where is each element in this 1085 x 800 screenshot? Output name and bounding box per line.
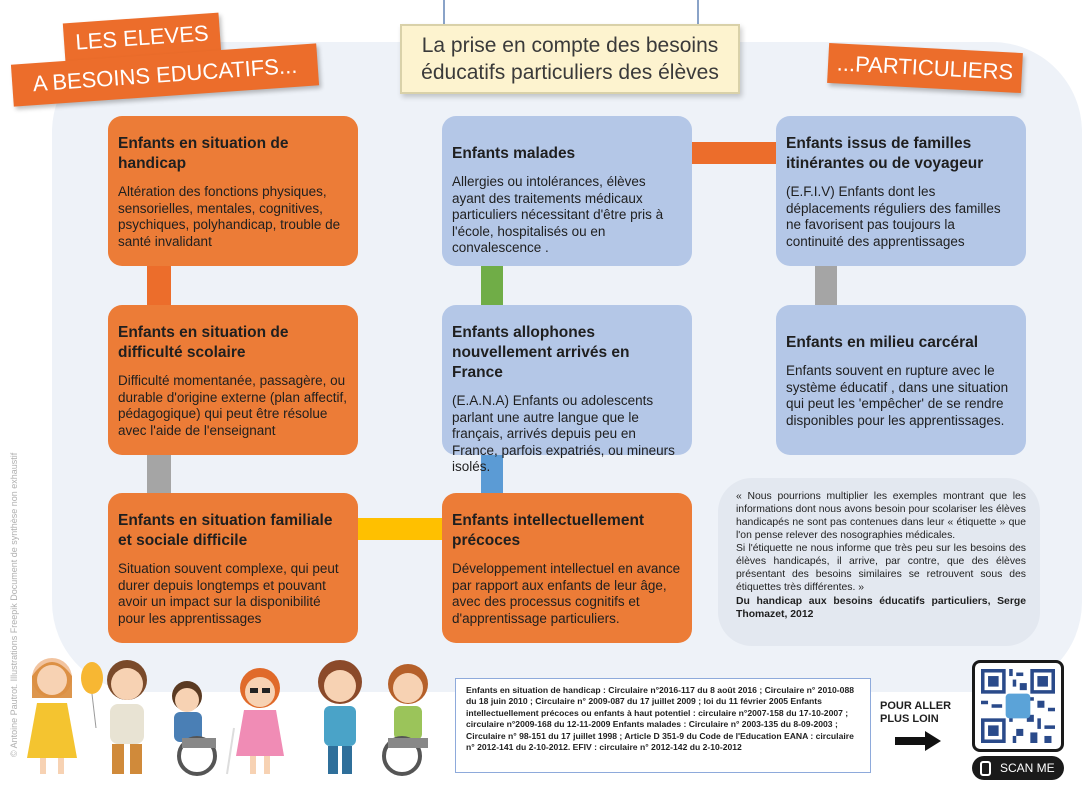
page-title [400, 24, 740, 94]
card-efiv [776, 116, 1026, 266]
child-figure-wheelchair [384, 664, 428, 774]
card-text: Développement intellectuel en avance par rapport aux enfants de leur âge, avec des processus cognitifs et d'apprentissage particuliers. [452, 561, 681, 626]
further-line-2: PLUS LOIN [880, 713, 939, 725]
title-line-1: La prise en compte des besoins [421, 34, 719, 57]
child-figure [107, 660, 147, 774]
ribbon-particuliers: ...PARTICULIERS [827, 43, 1023, 93]
card-precoces [442, 493, 692, 643]
quote-author: Du handicap aux besoins éducatifs particuliers, Serge Thomazet, 2012 [736, 596, 1026, 620]
ribbon-les-eleves: LES ELEVES [63, 13, 221, 64]
quote-paragraph-1: « Nous pourrions multiplier les exemples montrant que les informations dont nous avons besoin pour scolariser les élèves handicapés ne sont pas contenues dans leur « étiquette » que l'on pense relever des nosographies médicales. [736, 491, 1026, 541]
card-allophones [442, 305, 692, 474]
scan-me-label: SCAN ME [1000, 761, 1055, 775]
card-title: Enfants malades [452, 145, 576, 162]
card-title: Enfants en situation de handicap [118, 135, 289, 172]
card-title: Enfants allophones nouvellement arrivés en France [452, 324, 630, 381]
card-text: Enfants souvent en rupture avec le système éducatif , dans une situation qui peut les 'empêcher' de se rendre disponibles pour les apprentissages. [786, 363, 1009, 428]
hanging-string-left [443, 0, 445, 26]
card-handicap [108, 116, 358, 266]
card-text: Altération des fonctions physiques, sensorielles, mentales, cognitives, psychiques, polyhandicap, trouble de santé invalidant [118, 184, 341, 249]
card-title: Enfants issus de familles itinérantes ou de voyageur [786, 135, 984, 172]
phone-icon [980, 761, 991, 776]
further-label [880, 700, 960, 726]
quote-paragraph-2: Si l'étiquette ne nous informe que très peu sur les besoins des élèves handicapés, il arrive, par contre, que des élèves présentant des besoins similaires se retrouvent sous des étiquettes très différentes. » [736, 543, 1026, 593]
balloon-icon [81, 662, 103, 694]
connector-yellow-horizontal [345, 518, 455, 540]
hanging-string-right [697, 0, 699, 26]
scan-me-button[interactable] [972, 756, 1064, 780]
quote-box [718, 478, 1040, 646]
card-title: Enfants en milieu carcéral [786, 334, 979, 351]
child-figure [27, 658, 77, 774]
qr-code-icon [981, 669, 1055, 743]
card-title: Enfants en situation familiale et sociale difficile [118, 512, 333, 549]
ribbon-besoins-educatifs: A BESOINS EDUCATIFS... [11, 43, 319, 106]
card-difficulte-scolaire [108, 305, 358, 455]
credit-text: © Antoine Pautrot. Illustrations Freepik Document de synthèse non exhaustif [9, 452, 19, 757]
card-situation-familiale [108, 493, 358, 643]
qr-code[interactable] [972, 660, 1064, 752]
legal-references: Enfants en situation de handicap : Circulaire n°2016-117 du 8 août 2016 ; Circulaire n° 2010-088 du 18 juin 2010 ; Circulaire n° 2009-087 du 17 juillet 2009 ; loi du 11 février 2005 Enfants intellectuellement précoces ou enfants à haut potentiel : circulaire n°2007-158 du 17-10-2007 ; circulaire n°2009-168 du 12-11-2009 Enfants malades : Circulaire n° 2003-135 du 8-09-2003 ; Circulaire n° 98-151 du 17 juillet 1998 ; Article D 351-9 du Code de l'Education EANA : circulaire n° 2012-141 du 2-10-2012. EFIV : circulaire n° 2012-142 du 2-10-2012 [455, 678, 871, 773]
child-figure [227, 668, 284, 774]
child-figure [318, 660, 362, 774]
title-line-2: éducatifs particuliers des élèves [421, 61, 719, 84]
connector-orange-horizontal [680, 142, 790, 164]
card-text: (E.A.N.A) Enfants ou adolescents parlant une autre langue que le français, arrivés depuis peu en France, parfois expatriés, ou mineurs isolés. [452, 393, 675, 474]
further-line-1: POUR ALLER [880, 700, 952, 712]
card-carceral [776, 305, 1026, 455]
card-text: Allergies ou intolérances, élèves ayant des traitements médicaux particuliers nécessitant d'être pris à l'école, hospitalisés ou en convalescence . [452, 174, 664, 255]
card-malades [442, 116, 692, 266]
card-text: Difficulté momentanée, passagère, ou durable d'origine externe (plan affectif, pédagogique) qui peut être résolue avec l'aide de l'enseignant [118, 373, 347, 438]
card-title: Enfants en situation de difficulté scolaire [118, 324, 289, 361]
children-illustration [22, 648, 442, 778]
card-text: (E.F.I.V) Enfants dont les déplacements réguliers des familles ne favorisent pas toujours la continuité des apprentissages [786, 184, 1001, 249]
arrow-right-icon [895, 731, 941, 751]
card-title: Enfants intellectuellement précoces [452, 512, 645, 549]
child-figure-wheelchair [172, 681, 216, 774]
card-text: Situation souvent complexe, qui peut durer depuis longtemps et pouvant avoir un impact sur la disponibilité pour les apprentissages [118, 561, 339, 626]
